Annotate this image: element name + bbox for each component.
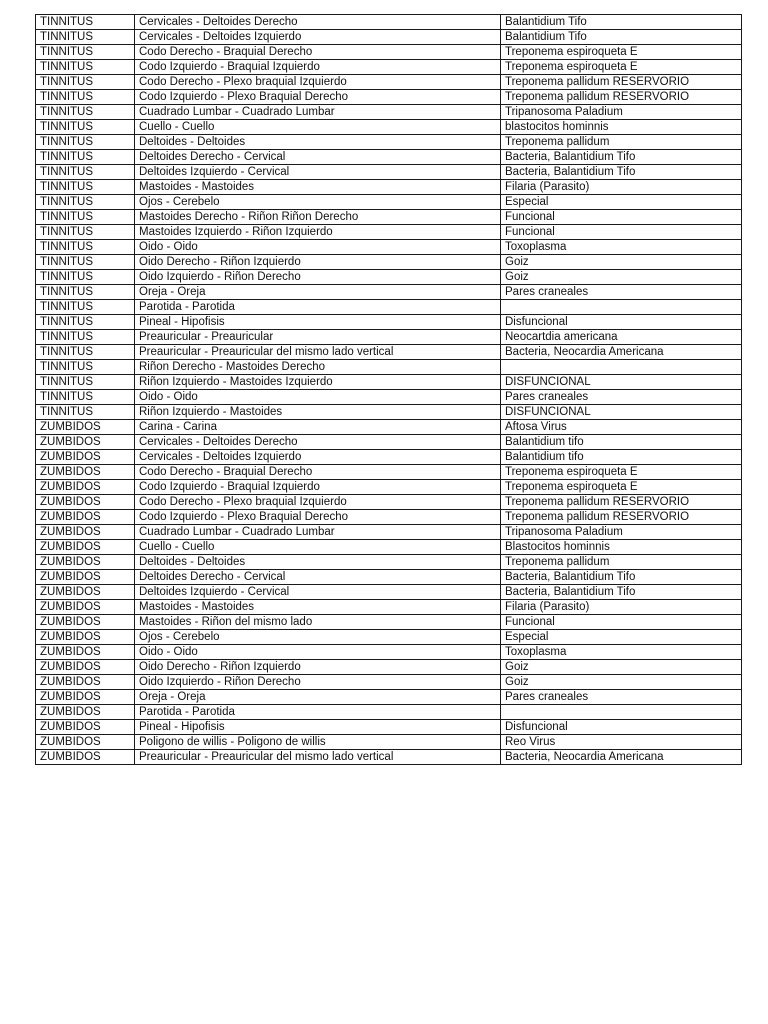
pairs-table	[35, 14, 742, 765]
table-row	[36, 570, 742, 585]
table-row	[36, 615, 742, 630]
pathogen-cell: Pares craneales	[501, 690, 742, 705]
symptom-cell: ZUMBIDOS	[36, 660, 135, 675]
table-row	[36, 90, 742, 105]
pathogen-cell: Toxoplasma	[501, 645, 742, 660]
table-row	[36, 45, 742, 60]
pair-cell: Mastoides - Mastoides	[135, 180, 501, 195]
table-row	[36, 720, 742, 735]
pair-cell: Preauricular - Preauricular del mismo lado vertical	[135, 750, 501, 765]
pair-cell: Codo Derecho - Plexo braquial Izquierdo	[135, 495, 501, 510]
pair-cell: Cervicales - Deltoides Derecho	[135, 15, 501, 30]
symptom-cell: TINNITUS	[36, 150, 135, 165]
table-row	[36, 360, 742, 375]
pathogen-cell	[501, 360, 742, 375]
pair-cell: Cuello - Cuello	[135, 120, 501, 135]
table-row	[36, 195, 742, 210]
table-row	[36, 705, 742, 720]
table-row	[36, 375, 742, 390]
symptom-cell: ZUMBIDOS	[36, 630, 135, 645]
pathogen-cell: Disfuncional	[501, 315, 742, 330]
symptom-cell: ZUMBIDOS	[36, 615, 135, 630]
pair-cell: Ojos - Cerebelo	[135, 195, 501, 210]
pathogen-cell: Disfuncional	[501, 720, 742, 735]
table-row	[36, 225, 742, 240]
pair-cell: Mastoides - Riñon del mismo lado	[135, 615, 501, 630]
pathogen-cell: Goiz	[501, 660, 742, 675]
table-row	[36, 270, 742, 285]
table-row	[36, 540, 742, 555]
pathogen-cell: Bacteria, Balantidium Tifo	[501, 150, 742, 165]
pathogen-cell: Treponema espiroqueta E	[501, 480, 742, 495]
symptom-cell: ZUMBIDOS	[36, 675, 135, 690]
table-row	[36, 330, 742, 345]
pathogen-cell: Balantidium tifo	[501, 450, 742, 465]
pathogen-cell: Treponema espiroqueta E	[501, 45, 742, 60]
pair-cell: Oreja - Oreja	[135, 285, 501, 300]
pathogen-cell: DISFUNCIONAL	[501, 405, 742, 420]
pathogen-cell: Treponema pallidum RESERVORIO	[501, 90, 742, 105]
pathogen-cell: Bacteria, Neocardia Americana	[501, 345, 742, 360]
pathogen-cell: Goiz	[501, 675, 742, 690]
pair-cell: Cuadrado Lumbar - Cuadrado Lumbar	[135, 105, 501, 120]
symptom-cell: TINNITUS	[36, 195, 135, 210]
pair-cell: Deltoides - Deltoides	[135, 135, 501, 150]
pathogen-cell: Goiz	[501, 270, 742, 285]
pathogen-cell: Filaria (Parasito)	[501, 600, 742, 615]
pair-cell: Pineal - Hipofisis	[135, 720, 501, 735]
table-row	[36, 660, 742, 675]
table-row	[36, 150, 742, 165]
pathogen-cell: Tripanosoma Paladium	[501, 525, 742, 540]
table-row	[36, 105, 742, 120]
symptom-cell: TINNITUS	[36, 180, 135, 195]
pair-cell: Parotida - Parotida	[135, 705, 501, 720]
pathogen-cell: Funcional	[501, 210, 742, 225]
symptom-cell: ZUMBIDOS	[36, 540, 135, 555]
symptom-cell: ZUMBIDOS	[36, 735, 135, 750]
pair-cell: Mastoides - Mastoides	[135, 600, 501, 615]
table-row	[36, 510, 742, 525]
symptom-cell: ZUMBIDOS	[36, 585, 135, 600]
table-row	[36, 450, 742, 465]
pair-cell: Carina - Carina	[135, 420, 501, 435]
pair-cell: Codo Izquierdo - Plexo Braquial Derecho	[135, 90, 501, 105]
symptom-cell: ZUMBIDOS	[36, 555, 135, 570]
table-row	[36, 630, 742, 645]
pair-cell: Preauricular - Preauricular	[135, 330, 501, 345]
symptom-cell: ZUMBIDOS	[36, 450, 135, 465]
symptom-cell: TINNITUS	[36, 165, 135, 180]
table-row	[36, 255, 742, 270]
symptom-cell: TINNITUS	[36, 360, 135, 375]
pair-cell: Cervicales - Deltoides Izquierdo	[135, 450, 501, 465]
pathogen-cell: Treponema pallidum RESERVORIO	[501, 510, 742, 525]
table-row	[36, 390, 742, 405]
table-row	[36, 750, 742, 765]
table-row	[36, 675, 742, 690]
symptom-cell: TINNITUS	[36, 285, 135, 300]
pathogen-cell: Balantidium Tifo	[501, 30, 742, 45]
pathogen-cell: Goiz	[501, 255, 742, 270]
symptom-cell: ZUMBIDOS	[36, 465, 135, 480]
pathogen-cell: Pares craneales	[501, 285, 742, 300]
symptom-cell: TINNITUS	[36, 120, 135, 135]
pair-cell: Codo Izquierdo - Braquial Izquierdo	[135, 480, 501, 495]
table-row	[36, 585, 742, 600]
pathogen-cell: Treponema pallidum RESERVORIO	[501, 495, 742, 510]
table-row	[36, 75, 742, 90]
pair-cell: Riñon Izquierdo - Mastoides Izquierdo	[135, 375, 501, 390]
symptom-cell: ZUMBIDOS	[36, 750, 135, 765]
pair-cell: Parotida - Parotida	[135, 300, 501, 315]
pathogen-cell	[501, 300, 742, 315]
table-row	[36, 465, 742, 480]
pathogen-cell: Funcional	[501, 225, 742, 240]
symptom-cell: TINNITUS	[36, 240, 135, 255]
table-body	[36, 15, 742, 765]
pathogen-cell: Balantidium Tifo	[501, 15, 742, 30]
pathogen-cell: Neocartdia americana	[501, 330, 742, 345]
pair-cell: Cervicales - Deltoides Derecho	[135, 435, 501, 450]
symptom-cell: ZUMBIDOS	[36, 705, 135, 720]
pair-cell: Pineal - Hipofisis	[135, 315, 501, 330]
table-row	[36, 420, 742, 435]
symptom-cell: ZUMBIDOS	[36, 720, 135, 735]
table-row	[36, 690, 742, 705]
symptom-cell: ZUMBIDOS	[36, 645, 135, 660]
pair-cell: Cuadrado Lumbar - Cuadrado Lumbar	[135, 525, 501, 540]
pair-cell: Cuello - Cuello	[135, 540, 501, 555]
pathogen-cell: Balantidium tifo	[501, 435, 742, 450]
symptom-cell: TINNITUS	[36, 90, 135, 105]
pathogen-cell: Reo Virus	[501, 735, 742, 750]
symptom-cell: TINNITUS	[36, 45, 135, 60]
pair-cell: Oido Izquierdo - Riñon Derecho	[135, 270, 501, 285]
pathogen-cell: Treponema espiroqueta E	[501, 60, 742, 75]
symptom-cell: TINNITUS	[36, 405, 135, 420]
table-row	[36, 60, 742, 75]
pair-cell: Deltoides Izquierdo - Cervical	[135, 165, 501, 180]
pathogen-cell: blastocitos hominnis	[501, 120, 742, 135]
pair-cell: Codo Izquierdo - Plexo Braquial Derecho	[135, 510, 501, 525]
table-row	[36, 165, 742, 180]
symptom-cell: TINNITUS	[36, 345, 135, 360]
symptom-cell: ZUMBIDOS	[36, 690, 135, 705]
table-row	[36, 735, 742, 750]
table-row	[36, 345, 742, 360]
symptom-cell: TINNITUS	[36, 210, 135, 225]
table-row	[36, 240, 742, 255]
pair-cell: Cervicales - Deltoides Izquierdo	[135, 30, 501, 45]
pathogen-cell	[501, 705, 742, 720]
pathogen-cell: Treponema espiroqueta E	[501, 465, 742, 480]
table-row	[36, 210, 742, 225]
table-row	[36, 300, 742, 315]
pathogen-cell: Bacteria, Balantidium Tifo	[501, 585, 742, 600]
pair-cell: Ojos - Cerebelo	[135, 630, 501, 645]
pathogen-cell: Especial	[501, 195, 742, 210]
symptom-cell: ZUMBIDOS	[36, 525, 135, 540]
table-row	[36, 15, 742, 30]
pathogen-cell: Especial	[501, 630, 742, 645]
pathogen-cell: Bacteria, Neocardia Americana	[501, 750, 742, 765]
symptom-cell: ZUMBIDOS	[36, 480, 135, 495]
symptom-cell: TINNITUS	[36, 255, 135, 270]
pair-cell: Oido - Oido	[135, 645, 501, 660]
table-row	[36, 405, 742, 420]
pair-cell: Codo Derecho - Braquial Derecho	[135, 465, 501, 480]
table-row	[36, 495, 742, 510]
pair-cell: Mastoides Izquierdo - Riñon Izquierdo	[135, 225, 501, 240]
symptom-cell: ZUMBIDOS	[36, 600, 135, 615]
pathogen-cell: DISFUNCIONAL	[501, 375, 742, 390]
symptom-cell: ZUMBIDOS	[36, 495, 135, 510]
symptom-cell: TINNITUS	[36, 15, 135, 30]
symptom-cell: TINNITUS	[36, 390, 135, 405]
pathogen-cell: Pares craneales	[501, 390, 742, 405]
symptom-cell: TINNITUS	[36, 270, 135, 285]
table-row	[36, 135, 742, 150]
pathogen-cell: Bacteria, Balantidium Tifo	[501, 570, 742, 585]
table-row	[36, 525, 742, 540]
symptom-cell: TINNITUS	[36, 75, 135, 90]
table-row	[36, 180, 742, 195]
pathogen-cell: Treponema pallidum RESERVORIO	[501, 75, 742, 90]
pathogen-cell: Toxoplasma	[501, 240, 742, 255]
pair-cell: Poligono de willis - Poligono de willis	[135, 735, 501, 750]
pair-cell: Riñon Derecho - Mastoides Derecho	[135, 360, 501, 375]
pair-cell: Riñon Izquierdo - Mastoides	[135, 405, 501, 420]
table-row	[36, 285, 742, 300]
pair-cell: Oido Izquierdo - Riñon Derecho	[135, 675, 501, 690]
table-row	[36, 120, 742, 135]
pair-cell: Oido - Oido	[135, 240, 501, 255]
symptom-cell: ZUMBIDOS	[36, 510, 135, 525]
pair-cell: Deltoides Izquierdo - Cervical	[135, 585, 501, 600]
symptom-cell: ZUMBIDOS	[36, 570, 135, 585]
pair-cell: Deltoides Derecho - Cervical	[135, 150, 501, 165]
pathogen-cell: Tripanosoma Paladium	[501, 105, 742, 120]
table-row	[36, 30, 742, 45]
table-row	[36, 435, 742, 450]
symptom-cell: TINNITUS	[36, 105, 135, 120]
pair-cell: Preauricular - Preauricular del mismo lado vertical	[135, 345, 501, 360]
pathogen-cell: Aftosa Virus	[501, 420, 742, 435]
symptom-cell: TINNITUS	[36, 225, 135, 240]
symptom-cell: TINNITUS	[36, 60, 135, 75]
pair-cell: Oido - Oido	[135, 390, 501, 405]
symptom-cell: TINNITUS	[36, 300, 135, 315]
table-row	[36, 480, 742, 495]
pathogen-cell: Funcional	[501, 615, 742, 630]
pathogen-cell: Treponema pallidum	[501, 135, 742, 150]
table-row	[36, 555, 742, 570]
symptom-cell: ZUMBIDOS	[36, 435, 135, 450]
symptom-cell: TINNITUS	[36, 375, 135, 390]
symptom-cell: TINNITUS	[36, 330, 135, 345]
pair-cell: Mastoides Derecho - Riñon Riñon Derecho	[135, 210, 501, 225]
symptom-cell: TINNITUS	[36, 135, 135, 150]
table-row	[36, 600, 742, 615]
pathogen-cell: Treponema pallidum	[501, 555, 742, 570]
table-row	[36, 645, 742, 660]
pathogen-cell: Filaria (Parasito)	[501, 180, 742, 195]
symptom-cell: ZUMBIDOS	[36, 420, 135, 435]
pair-cell: Oido Derecho - Riñon Izquierdo	[135, 660, 501, 675]
symptom-cell: TINNITUS	[36, 315, 135, 330]
pair-cell: Codo Derecho - Plexo braquial Izquierdo	[135, 75, 501, 90]
pair-cell: Codo Izquierdo - Braquial Izquierdo	[135, 60, 501, 75]
pair-cell: Oido Derecho - Riñon Izquierdo	[135, 255, 501, 270]
pair-cell: Oreja - Oreja	[135, 690, 501, 705]
pathogen-cell: Bacteria, Balantidium Tifo	[501, 165, 742, 180]
table-row	[36, 315, 742, 330]
pair-cell: Deltoides Derecho - Cervical	[135, 570, 501, 585]
pair-cell: Deltoides - Deltoides	[135, 555, 501, 570]
pathogen-cell: Blastocitos hominnis	[501, 540, 742, 555]
symptom-cell: TINNITUS	[36, 30, 135, 45]
pair-cell: Codo Derecho - Braquial Derecho	[135, 45, 501, 60]
